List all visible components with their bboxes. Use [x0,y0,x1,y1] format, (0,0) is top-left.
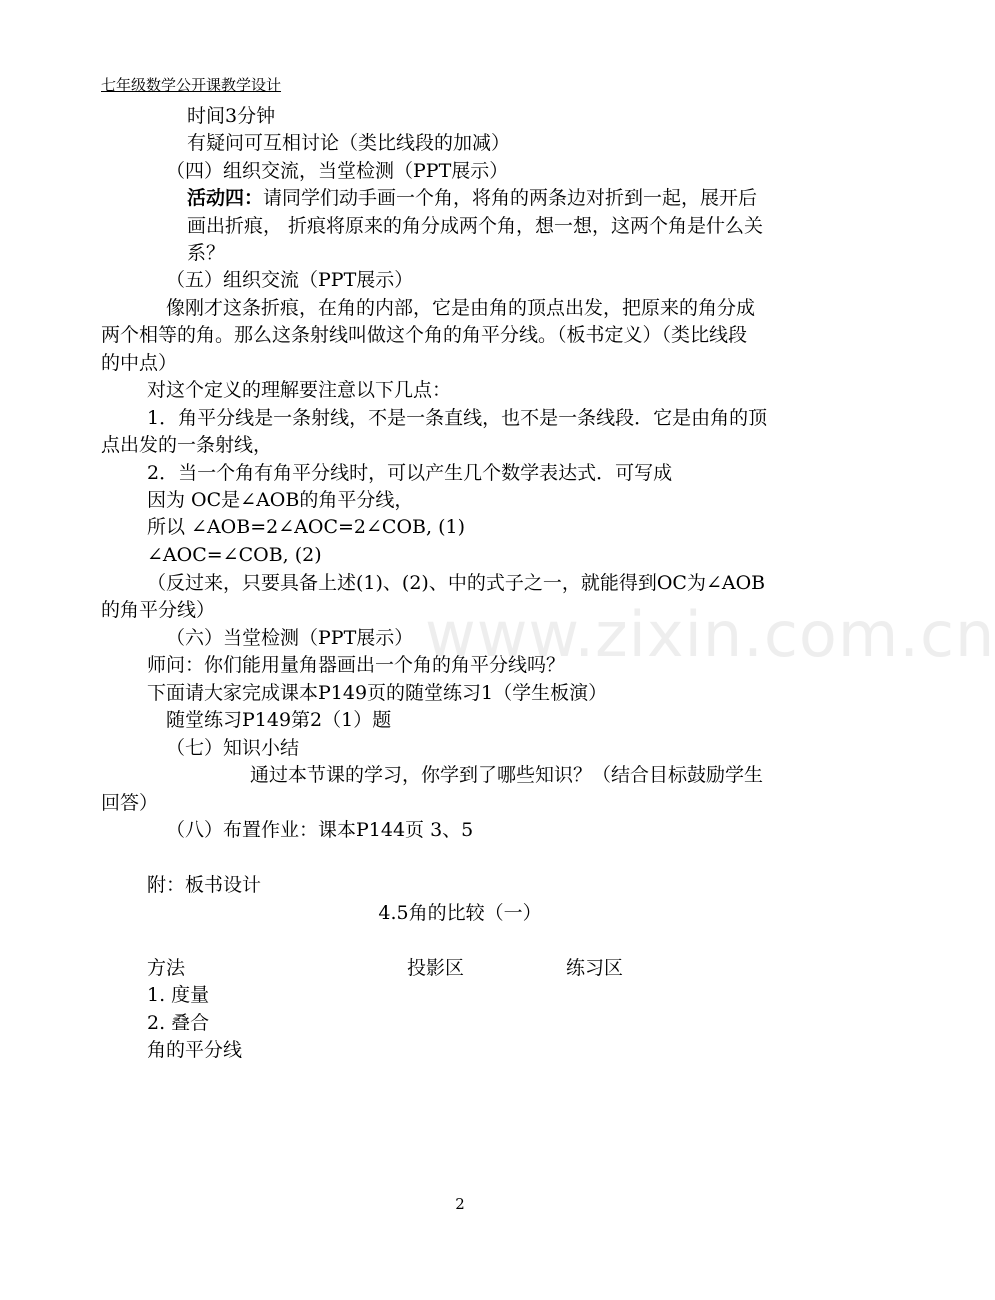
text-line: 2．当一个角有角平分线时，可以产生几个数学表达式．可写成 [147,462,673,484]
board-column-projection: 投影区 [407,957,465,979]
text-line: 下面请大家完成课本P149页的随堂练习1（学生板演） [147,682,608,704]
section-heading: （七）知识小结 [166,737,300,759]
activity-line [187,186,757,210]
page-number: 2 [455,1195,465,1213]
appendix-label: 附：板书设计 [147,874,262,896]
board-title: 4.5角的比较（一） [378,902,542,924]
text-line: 两个相等的角。那么这条射线叫做这个角的角平分线。（板书定义）（类比线段 [101,324,748,346]
section-heading: （四）组织交流，当堂检测（PPT展示） [166,160,509,182]
text-line: 时间3分钟 [187,105,276,127]
page-header: 七年级数学公开课教学设计 [101,76,282,94]
text-line: 有疑问可互相讨论（类比线段的加减） [187,132,511,154]
section-heading: （八）布置作业：课本P144页 3、5 [166,819,474,841]
text-line: 随堂练习P149第2（1）题 [166,709,392,731]
board-method-item: 2. 叠合 [147,1012,210,1034]
text-line: 画出折痕， 折痕将原来的角分成两个角，想一想，这两个角是什么关 [187,215,764,237]
watermark: www.zixin.com.cn [425,598,995,671]
text-line: 通过本节课的学习，你学到了哪些知识？（结合目标鼓励学生 [250,764,764,786]
text-line: （反过来，只要具备上述(1)、(2)、中的式子之一，就能得到OC为∠AOB [147,572,766,594]
section-heading: （五）组织交流（PPT展示） [166,269,414,291]
board-method-item: 1. 度量 [147,984,210,1006]
activity-text: 请同学们动手画一个角，将角的两条边对折到一起，展开后 [263,187,758,209]
board-column-practice: 练习区 [566,957,624,979]
activity-label: 活动四： [187,187,264,209]
text-line: 的中点） [101,352,178,374]
section-heading: （六）当堂检测（PPT展示） [166,627,414,649]
board-method-item: 角的平分线 [147,1039,243,1061]
text-line: 的角平分线） [101,599,216,621]
text-line: 因为 OC是∠AOB的角平分线， [147,489,414,511]
text-line: 像刚才这条折痕，在角的内部，它是由角的顶点出发，把原来的角分成 [166,297,756,319]
text-line: 1．角平分线是一条射线，不是一条直线，也不是一条线段．它是由角的顶 [147,407,768,429]
text-line: 回答） [101,792,159,814]
board-column-method: 方法 [147,957,186,979]
formula-line: ∠AOC=∠COB, (2) [147,544,322,566]
formula-line: 所以 ∠AOB=2∠AOC=2∠COB, (1) [147,516,465,538]
text-line: 对这个定义的理解要注意以下几点： [147,379,452,401]
text-line: 系？ [187,242,226,264]
text-line: 师问：你们能用量角器画出一个角的角平分线吗？ [147,654,566,676]
text-line: 点出发的一条射线， [101,434,273,456]
